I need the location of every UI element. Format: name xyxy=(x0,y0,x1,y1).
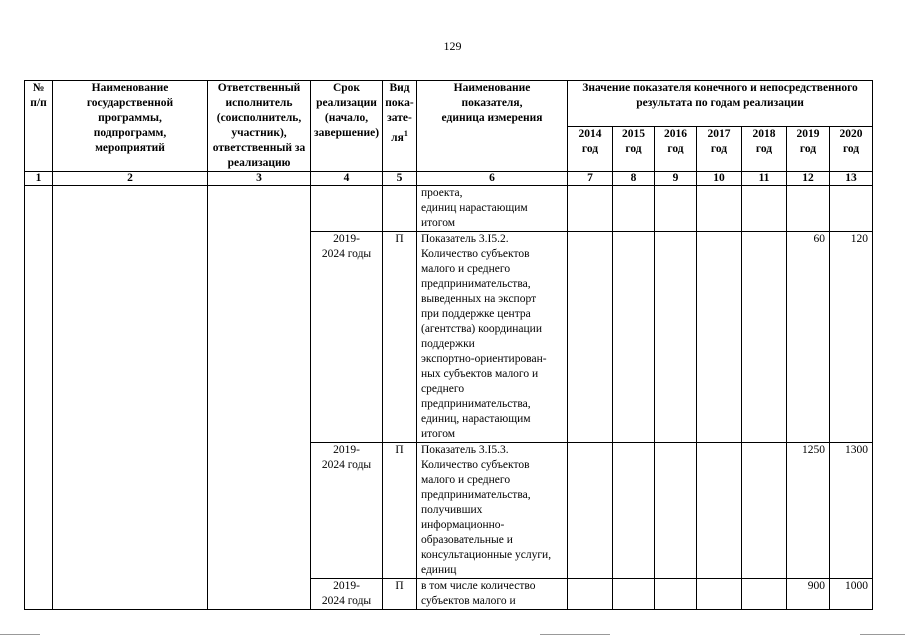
column-number: 1 xyxy=(25,172,53,186)
cell-value-2020: 120 xyxy=(830,232,873,443)
cell-indicator-type xyxy=(383,186,417,232)
header-executor: Ответственный исполнитель (соисполнитель, участник), ответственный за реализацию xyxy=(208,81,311,172)
cell-executor xyxy=(208,186,311,610)
cell-value-2014 xyxy=(568,186,613,232)
column-number: 6 xyxy=(417,172,568,186)
cell-value-2019: 1250 xyxy=(787,443,830,579)
cell-value-2014 xyxy=(568,232,613,443)
header-year-2019: 2019 год xyxy=(787,126,830,172)
cell-value-2017 xyxy=(697,232,742,443)
column-number: 2 xyxy=(53,172,208,186)
header-indicator-name: Наименование показателя, единица измерения xyxy=(417,81,568,172)
cell-value-2018 xyxy=(742,443,787,579)
header-year-2017: 2017 год xyxy=(697,126,742,172)
header-year-2014: 2014 год xyxy=(568,126,613,172)
cell-value-2015 xyxy=(613,232,655,443)
column-number: 11 xyxy=(742,172,787,186)
cell-value-2014 xyxy=(568,579,613,610)
cell-value-2019 xyxy=(787,186,830,232)
header-indicator-type xyxy=(383,81,417,172)
column-number: 4 xyxy=(311,172,383,186)
cell-indicator-name: проекта, единиц нарастающим итогом xyxy=(417,186,568,232)
cell-value-2016 xyxy=(655,443,697,579)
cell-value-2016 xyxy=(655,186,697,232)
column-number-row xyxy=(25,172,873,186)
cell-indicator-name: Показатель 3.I5.3. Количество субъектов малого и среднего предпринимательства, получивших информационно- образовательные и консультационные услуги, единиц xyxy=(417,443,568,579)
cell-period xyxy=(311,186,383,232)
scan-edge-rule xyxy=(540,634,610,635)
column-number: 5 xyxy=(383,172,417,186)
page-number: 129 xyxy=(443,39,462,53)
cell-value-2020: 1300 xyxy=(830,443,873,579)
header-year-2015: 2015 год xyxy=(613,126,655,172)
footnote-mark: 1 xyxy=(403,129,408,138)
cell-value-2019: 60 xyxy=(787,232,830,443)
scan-edge-rule xyxy=(0,634,40,635)
cell-indicator-type: П xyxy=(383,579,417,610)
header-indicator-type-text: Вид пока- зате- ля xyxy=(385,82,414,144)
indicator-table xyxy=(24,80,873,610)
cell-value-2015 xyxy=(613,579,655,610)
cell-indicator-type: П xyxy=(383,443,417,579)
cell-indicator-type: П xyxy=(383,232,417,443)
header-year-2018: 2018 год xyxy=(742,126,787,172)
column-number: 10 xyxy=(697,172,742,186)
header-row-1 xyxy=(25,81,873,127)
cell-period: 2019- 2024 годы xyxy=(311,443,383,579)
cell-number xyxy=(25,186,53,610)
cell-value-2016 xyxy=(655,232,697,443)
cell-value-2017 xyxy=(697,186,742,232)
cell-value-2020: 1000 xyxy=(830,579,873,610)
cell-value-2015 xyxy=(613,443,655,579)
cell-indicator-name: в том числе количество субъектов малого и xyxy=(417,579,568,610)
cell-value-2019: 900 xyxy=(787,579,830,610)
header-values-group: Значение показателя конечного и непосредственного результата по годам реализации xyxy=(568,81,873,127)
cell-value-2018 xyxy=(742,232,787,443)
column-number: 13 xyxy=(830,172,873,186)
header-number: № п/п xyxy=(25,81,53,172)
cell-value-2016 xyxy=(655,579,697,610)
cell-period: 2019- 2024 годы xyxy=(311,232,383,443)
table-row xyxy=(25,186,873,232)
cell-value-2018 xyxy=(742,186,787,232)
header-period: Срок реализации (начало, завершение) xyxy=(311,81,383,172)
cell-value-2018 xyxy=(742,579,787,610)
cell-value-2014 xyxy=(568,443,613,579)
cell-value-2017 xyxy=(697,443,742,579)
column-number: 12 xyxy=(787,172,830,186)
cell-value-2015 xyxy=(613,186,655,232)
column-number: 8 xyxy=(613,172,655,186)
cell-indicator-name: Показатель 3.I5.2. Количество субъектов малого и среднего предпринимательства, выведенных на экспорт при поддержке центра (агентства) координации поддержки экспортно-ориентирован- ных субъектов малого и среднего предпринимательства, единиц, нарастающим итогом xyxy=(417,232,568,443)
column-number: 7 xyxy=(568,172,613,186)
scan-edge-rule xyxy=(860,634,905,635)
cell-value-2020 xyxy=(830,186,873,232)
cell-period: 2019- 2024 годы xyxy=(311,579,383,610)
cell-program xyxy=(53,186,208,610)
header-year-2020: 2020 год xyxy=(830,126,873,172)
column-number: 9 xyxy=(655,172,697,186)
header-program: Наименование государственной программы, подпрограмм, мероприятий xyxy=(53,81,208,172)
cell-value-2017 xyxy=(697,579,742,610)
header-year-2016: 2016 год xyxy=(655,126,697,172)
column-number: 3 xyxy=(208,172,311,186)
